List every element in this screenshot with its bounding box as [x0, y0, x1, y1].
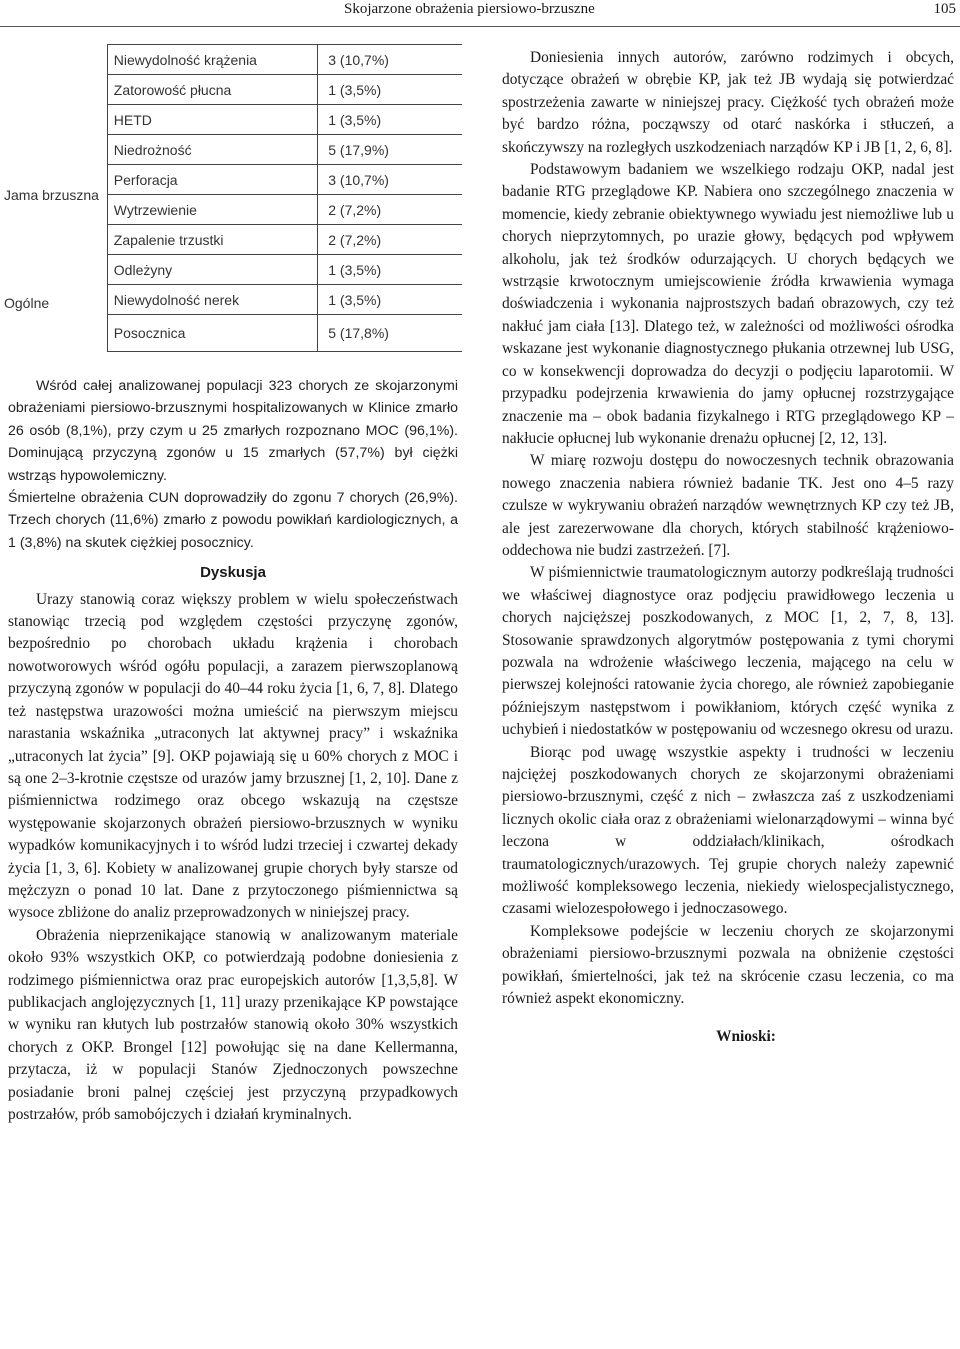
table-group-general: Ogólne	[0, 255, 107, 352]
table-condition-cell: Zatorowość płucna	[107, 75, 317, 105]
table-row	[0, 45, 462, 75]
table-value-cell: 1 (3,5%)	[318, 255, 462, 285]
body-paragraph: W miarę rozwoju dostępu do nowoczesnych technik obrazowania nowego znaczenia nabiera również badanie TK. Jest ono 4–5 razy czulsze w wykrywaniu obrażeń narządów wewnętrznych KP czy też JB, ale jest zarezerwowane dla chorych, których stabilność krążeniowo-oddechowa nie budzi zastrzeżeń. [7].	[502, 452, 954, 559]
table-row	[0, 135, 462, 165]
discussion-heading: Dyskusja	[200, 564, 266, 582]
table-value-cell: 3 (10,7%)	[318, 165, 462, 195]
table-condition-cell: HETD	[107, 105, 317, 135]
table-value-cell: 1 (3,5%)	[318, 285, 462, 315]
table-condition-cell: Posocznica	[107, 315, 317, 352]
left-column	[8, 375, 458, 1126]
table-row	[0, 75, 462, 105]
table-value-cell: 1 (3,5%)	[318, 105, 462, 135]
right-column	[502, 47, 954, 1049]
table-value-cell: 1 (3,5%)	[318, 75, 462, 105]
running-title: Skojarzone obrażenia piersiowo-brzuszne	[344, 1, 595, 17]
discussion-paragraph: Urazy stanowią coraz większy problem w wielu społeczeństwach stanowiąc trzecią pod względem częstości przyczynę zgonów, bezpośrednio po chorobach układu krążenia i chorobach nowotworowych wśród ogółu populacji, a zarazem pierwszoplanową przyczyną zgonów w populacji do 40–44 roku życia [1, 6, 7, 8]. Dlatego też następstwa urazowości można umieścić na pierwszym miejscu narastania wskaźnika „utraconych lat aktywnej pracy” i wskaźnika „utraconych lat życia” [9]. OKP pojawiają się u 60% chorych z MOC i są one 2–3-krotnie częstsze od urazów jamy brzusznej [1, 2, 10]. Dane z piśmiennictwa rodzimego oraz obcego wskazują na częstsze występowanie skojarzonych obrażeń piersiowo-brzusznych w wyniku wypadków komunikacyjnych i to wśród ludzi trzeciej i czwartej dekady życia [1, 3, 6]. Kobiety w analizowanej grupie chorych były starsze od mężczyzn o ponad 10 lat. Dane z przytoczonego piśmiennictwa są wysoce zbliżone do analiz przeprowadzonych w niniejszej pracy.	[8, 590, 458, 922]
page-header	[0, 0, 960, 27]
table-row	[0, 255, 462, 285]
body-paragraph: Kompleksowe podejście w leczeniu chorych ze skojarzonymi obrażeniami piersiowo-brzusznymi pozwala na obniżenie częstości powikłań, śmiertelności, jak też na skrócenie czasu leczenia, co ma również aspekt ekonomiczny.	[502, 922, 954, 1008]
table-value-cell: 2 (7,2%)	[318, 195, 462, 225]
body-paragraph: W piśmiennictwie traumatologicznym autorzy podkreślają trudności we właściwej diagnostyce oraz podjęciu prawidłowego leczenia u chorych najcięższej poszkodowanych, z MOC [1, 2, 7, 8, 13]. Stosowanie sprawdzonych algorytmów postępowania z tymi chorymi pozwala na wdrożenie właściwego leczenia, mającego na celu w pierwszej kolejności ratowanie życia chorego, ale również zapobieganie późniejszym następstwom i powikłaniom, których część wynika z uchybień i niedostatków w postępowaniu od wczesnego okresu od urazu.	[502, 564, 954, 739]
table-group-cell	[0, 75, 107, 105]
body-paragraph: Doniesienia innych autorów, zarówno rodzimych i obcych, dotyczące obrażeń w obrębie KP, jak też JB wydają się potwierdzać spostrzeżenia zawarte w niniejszej pracy. Ciężkość tych obrażeń może być bardzo różna, począwszy od otarć naskórka i stłuczeń, a skończywszy na rozległych uszkodzeniach narządów KP i JB [1, 2, 6, 8].	[502, 49, 954, 156]
table-value-cell: 5 (17,9%)	[318, 135, 462, 165]
table-condition-cell: Niedrożność	[107, 135, 317, 165]
table-condition-cell: Odleżyny	[107, 255, 317, 285]
complications-table	[0, 44, 464, 352]
table-value-cell: 2 (7,2%)	[318, 225, 462, 255]
body-paragraph: Podstawowym badaniem we wszelkiego rodzaju OKP, nadal jest badanie RTG przeglądowe KP. Nabiera ono szczególnego znaczenia w momencie, kiedy zebranie obiektywnego wywiadu jest niemożliwe lub u chorych nieprzytomnych, po urazie głowy, będących pod wpływem alkoholu, jak też środków odurzających. U chorych będących we wstrząsie krwotocznym umiejscowienie źródła krwawienia wymaga doświadczenia i wykonania najprostszych badań obrazowych, czy też nakłuć jam ciała [13]. Dlatego też, w zależności od możliwości ośrodka wskazane jest wykonanie diagnostycznego płukania otrzewnej lub USG, co w konsekwencji doprowadza do decyzji o podjęciu laparotomii. W przypadku podejrzenia krwawienia do jamy opłucnej rozstrzygające znaczenie ma – obok badania fizykalnego i RTG przeglądowego KP – nakłucie opłucnej lub wykonanie drenażu opłucnej [2, 12, 13].	[502, 161, 954, 447]
discussion-paragraph: Obrażenia nieprzenikające stanowią w analizowanym materiale około 93% wszystkich OKP, co potwierdzają podobne doniesienia z rodzimego piśmiennictwa oraz prac europejskich autorów [1,3,5,8]. W publikacjach anglojęzycznych [1, 11] urazy przenikające KP powstające w wyniku ran kłutych lub postrzałów stanowią około 30% wszystkich chorych z OKP. Brongel [12] powołując się na dane Kellermanna, przytacza, iż w populacji Stanów Zjednoczonych powszechne posiadanie broni palnej częściej jest przyczyną przypadkowych postrzałów, prób samobójczych i działań kryminalnych.	[8, 926, 458, 1123]
body-paragraph: Biorąc pod uwagę wszystkie aspekty i trudności w leczeniu najciężej poszkodowanych chorych ze skojarzonymi obrażeniami piersiowo-brzusznymi, część z nich – zwłaszcza zaś z uszkodzeniami licznych okolic ciała oraz z obrażeniami wielonarządowymi – winna być leczona w oddziałach/klinikach, ośrodkach traumatologicznych/urazowych. Tej grupie chorych należy zapewnić możliwość kompleksowego leczenia, niekiedy wielospecjalistycznego, czasami wielozespołowego i jednoczasowego.	[502, 743, 954, 918]
results-paragraph-continued: Śmiertelne obrażenia CUN doprowadziły do zgonu 7 chorych (26,9%). Trzech chorych (11,6%) zmarło z powodu powikłań kardiologicznych, a 1 (3,8%) na skutek ciężkiej posocznicy.	[8, 490, 458, 551]
table-value-cell: 5 (17,8%)	[318, 315, 462, 352]
table-condition-cell: Niewydolność krążenia	[107, 45, 317, 75]
table-group-cell	[0, 45, 107, 75]
results-paragraph: Wśród całej analizowanej populacji 323 chorych ze skojarzonymi obrażeniami piersiowo-brzusznymi hospitalizowanych w Klinice zmarło 26 osób (8,1%), przy czym u 25 zmarłych rozpoznano MOC (96,1%). Dominującą przyczyną zgonów u 15 zmarłych (57,7%) był ciężki wstrząs hypowolemiczny.	[8, 378, 458, 484]
table-row	[0, 105, 462, 135]
table-group-cell	[0, 105, 107, 135]
conclusions-heading: Wnioski:	[716, 1028, 776, 1046]
table-group-abdomen: Jama brzuszna	[0, 135, 107, 255]
table-condition-cell: Niewydolność nerek	[107, 285, 317, 315]
table-value-cell: 3 (10,7%)	[318, 45, 462, 75]
table-condition-cell: Zapalenie trzustki	[107, 225, 317, 255]
table-condition-cell: Perforacja	[107, 165, 317, 195]
page-number: 105	[933, 1, 956, 17]
table-condition-cell: Wytrzewienie	[107, 195, 317, 225]
